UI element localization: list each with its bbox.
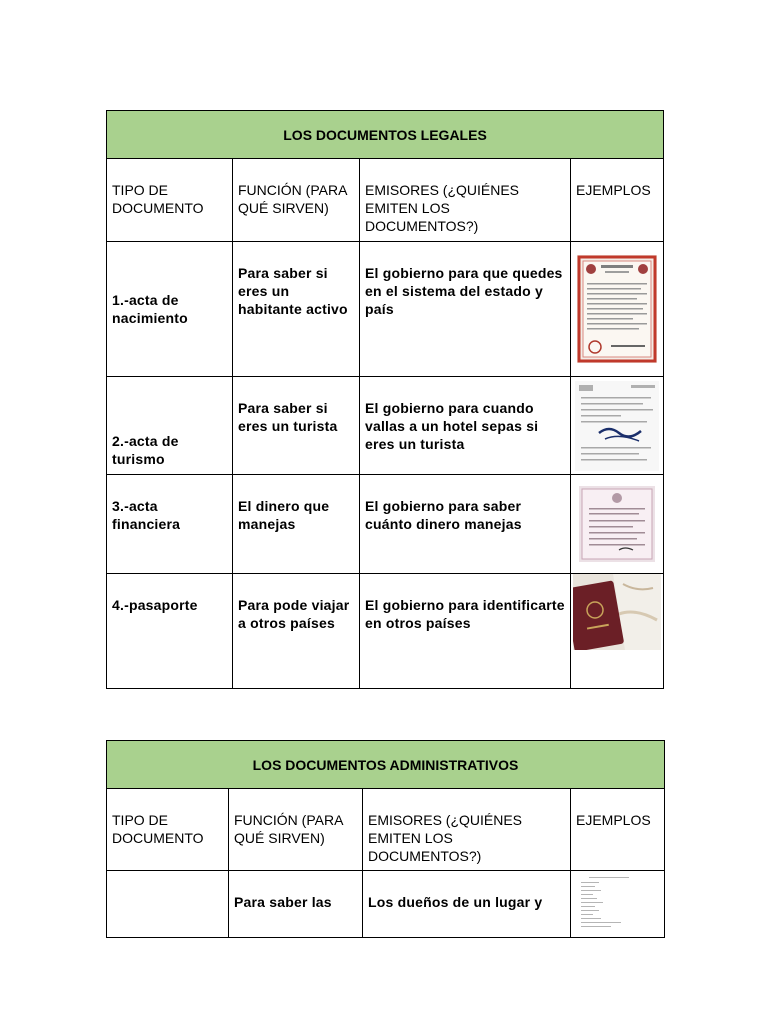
cell-funcion: Para saber si eres un habitante activo: [233, 242, 360, 377]
cell-emisores: Los dueños de un lugar y: [363, 871, 571, 938]
administrative-documents-table: [106, 740, 665, 938]
cell-tipo: [107, 871, 229, 938]
cell-tipo: 2.-acta de turismo: [107, 377, 233, 475]
table-row: [107, 377, 664, 475]
table-title: LOS DOCUMENTOS ADMINISTRATIVOS: [107, 741, 665, 789]
header-tipo: TIPO DE DOCUMENTO: [107, 159, 233, 242]
header-funcion: FUNCIÓN (PARA QUÉ SIRVEN): [233, 159, 360, 242]
cell-emisores: El gobierno para que quedes en el sistema del estado y país: [360, 242, 571, 377]
cell-ejemplo: [571, 377, 664, 475]
header-ejemplos: EJEMPLOS: [571, 159, 664, 242]
passport-image: [573, 574, 661, 650]
table-row: [107, 475, 664, 574]
cell-funcion: El dinero que manejas: [233, 475, 360, 574]
table-row: [107, 574, 664, 689]
table-row: [107, 871, 665, 938]
financial-document-image: [579, 486, 655, 562]
cell-tipo: 4.-pasaporte: [107, 574, 233, 689]
table-title: LOS DOCUMENTOS LEGALES: [107, 111, 664, 159]
cell-funcion: Para saber si eres un turista: [233, 377, 360, 475]
cell-tipo: 1.-acta de nacimiento: [107, 242, 233, 377]
header-emisores: EMISORES (¿QUIÉNES EMITEN LOS DOCUMENTOS?): [363, 789, 571, 871]
cell-emisores: El gobierno para saber cuánto dinero manejas: [360, 475, 571, 574]
header-emisores: EMISORES (¿QUIÉNES EMITEN LOS DOCUMENTOS?): [360, 159, 571, 242]
administrative-document-image: [575, 874, 645, 930]
header-funcion: FUNCIÓN (PARA QUÉ SIRVEN): [229, 789, 363, 871]
cell-emisores: El gobierno para cuando vallas a un hotel sepas si eres un turista: [360, 377, 571, 475]
cell-ejemplo: [571, 871, 665, 938]
table-row: [107, 242, 664, 377]
cell-funcion: Para pode viajar a otros países: [233, 574, 360, 689]
header-tipo: TIPO DE DOCUMENTO: [107, 789, 229, 871]
legal-documents-table: [106, 110, 664, 689]
cell-ejemplo: [571, 574, 664, 689]
cell-funcion: Para saber las: [229, 871, 363, 938]
cell-emisores: El gobierno para identificarte en otros países: [360, 574, 571, 689]
header-ejemplos: EJEMPLOS: [571, 789, 665, 871]
cell-tipo: 3.-acta financiera: [107, 475, 233, 574]
cell-ejemplo: [571, 242, 664, 377]
cell-ejemplo: [571, 475, 664, 574]
tourism-certificate-image: [575, 381, 659, 471]
birth-certificate-image: [577, 255, 657, 363]
